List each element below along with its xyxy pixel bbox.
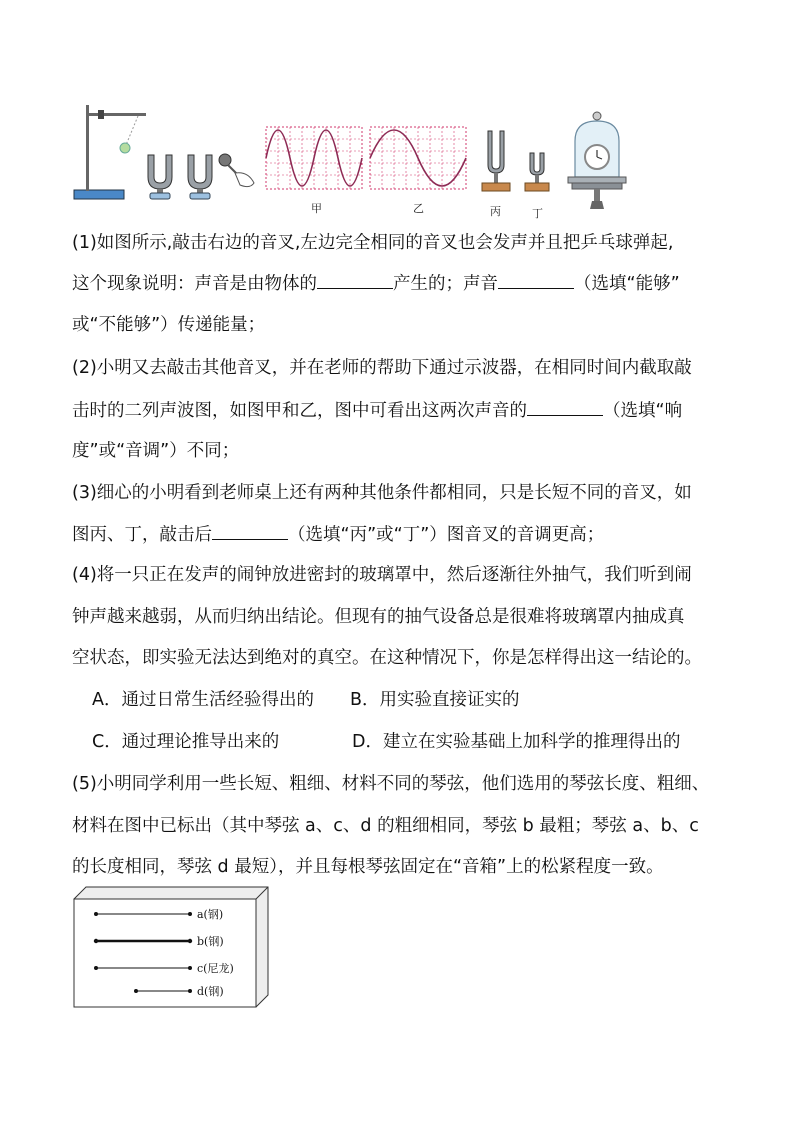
option-b[interactable]: B．用实验直接证实的 <box>350 690 520 710</box>
q4-line2: 钟声越来越弱，从而归纳出结论。但现有的抽气设备总是很难将玻璃罩内抽成真 <box>72 607 685 627</box>
q1-line1: (1)如图所示,敲击右边的音叉,左边完全相同的音叉也会发声并且把乒乓球弹起, <box>72 233 674 253</box>
q2-blank[interactable] <box>527 397 603 416</box>
string-d-label: d(钢) <box>197 985 224 998</box>
q3-line2-part2: （选填“丙”或“丁”）图音叉的音调更高； <box>288 525 605 545</box>
string-b-label: b(钢) <box>197 935 224 948</box>
q1-line2-part3: （选填“能够” <box>574 274 680 294</box>
q5-line3: 的长度相同，琴弦 d 最短），并且每根琴弦固定在“音箱”上的松紧程度一致。 <box>72 857 664 877</box>
q1-blank-2[interactable] <box>498 270 574 289</box>
experiment-figure <box>70 105 650 220</box>
q5-line2: 材料在图中已标出（其中琴弦 a、c、d 的粗细相同，琴弦 b 最粗；琴弦 a、b、c <box>72 816 699 836</box>
waveform-yi <box>370 127 466 189</box>
label-bing: 丙 <box>490 205 501 218</box>
q3-blank[interactable] <box>212 521 288 540</box>
tuning-fork-bing <box>482 131 510 191</box>
tuning-fork-right <box>188 154 254 199</box>
string-c-label: c(尼龙) <box>197 962 234 975</box>
label-yi: 乙 <box>413 202 424 215</box>
q2-line3: 度”或“音调”）不同； <box>72 441 240 461</box>
q3-line2 <box>72 521 604 548</box>
q1-line2 <box>72 270 680 297</box>
option-d[interactable]: D．建立在实验基础上加科学的推理得出的 <box>352 732 681 752</box>
waveform-jia <box>266 127 362 189</box>
q5-line1: (5)小明同学利用一些长短、粗细、材料不同的琴弦，他们选用的琴弦长度、粗细、 <box>72 774 710 794</box>
option-a[interactable]: A．通过日常生活经验得出的 <box>92 690 314 710</box>
label-ding: 丁 <box>532 207 543 220</box>
sound-box-figure <box>72 885 272 1011</box>
q4-line3: 空状态，即实验无法达到绝对的真空。在这种情况下，你是怎样得出这一结论的。 <box>72 648 702 668</box>
q2-line1: (2)小明又去敲击其他音叉，并在老师的帮助下通过示波器，在相同时间内截取敲 <box>72 358 692 378</box>
q3-line1: (3)细心的小明看到老师桌上还有两种其他条件都相同，只是长短不同的音叉，如 <box>72 483 692 503</box>
q3-line2-part1: 图丙、丁，敲击后 <box>72 525 212 545</box>
ping-pong-ball <box>120 143 130 153</box>
q1-line3: 或“不能够”）传递能量； <box>72 315 266 335</box>
q2-line2-part2: （选填“响 <box>603 401 683 421</box>
q1-line2-part2: 产生的；声音 <box>393 274 498 294</box>
string-a-label: a(钢) <box>197 908 224 921</box>
option-c[interactable]: C．通过理论推导出来的 <box>92 732 280 752</box>
q4-line1: (4)将一只正在发声的闹钟放进密封的玻璃罩中，然后逐渐往外抽气，我们听到闹 <box>72 565 692 585</box>
q1-line2-part1: 这个现象说明：声音是由物体的 <box>72 274 317 294</box>
bell-jar <box>568 112 626 209</box>
iron-stand <box>74 105 146 199</box>
tuning-fork-left <box>148 155 172 199</box>
tuning-fork-ding <box>525 153 549 191</box>
q2-line2-part1: 击时的二列声波图，如图甲和乙，图中可看出这两次声音的 <box>72 401 527 421</box>
q1-blank-1[interactable] <box>317 270 393 289</box>
q2-line2 <box>72 397 682 424</box>
label-jia: 甲 <box>311 202 322 215</box>
